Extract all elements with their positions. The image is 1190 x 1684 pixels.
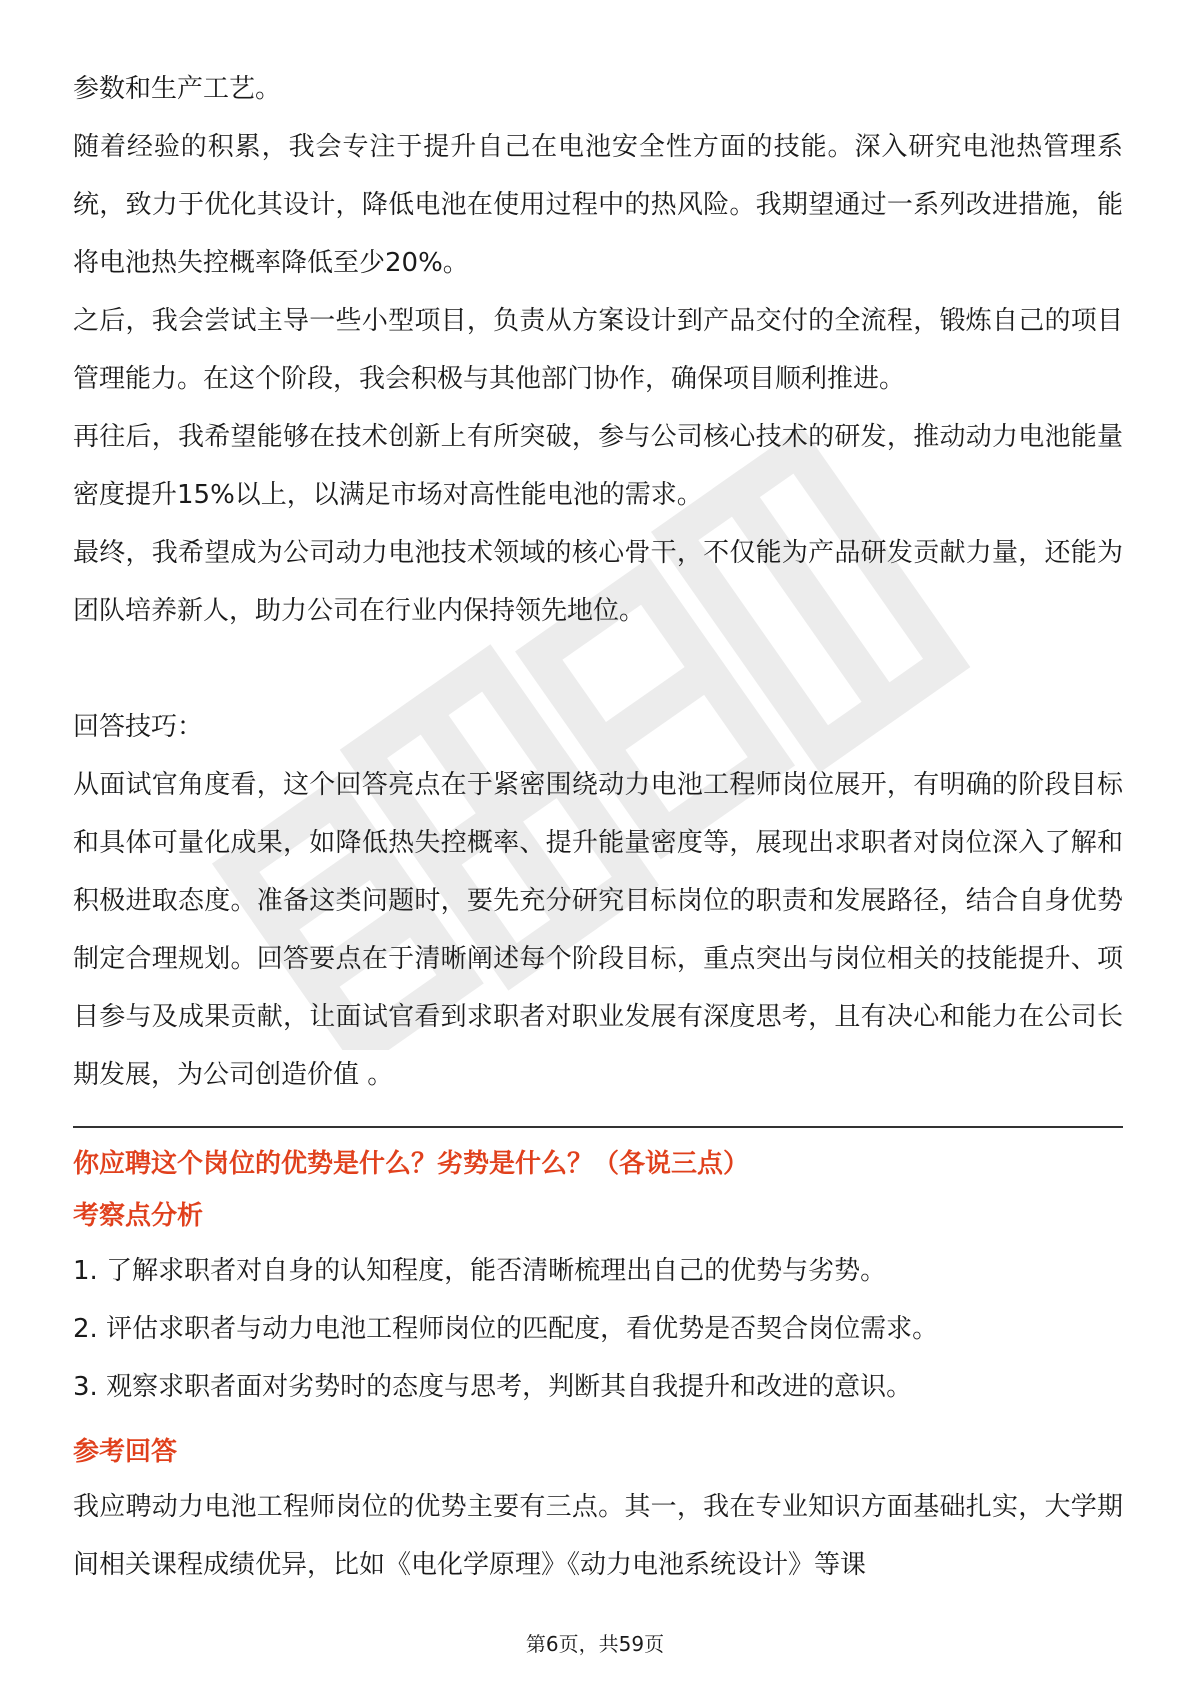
body-paragraph: 再往后，我希望能够在技术创新上有所突破，参与公司核心技术的研发，推动动力电池能量密度提升15%以上，以满足市场对高性能电池的需求。 — [73, 422, 1123, 510]
tips-text: 从面试官角度看，这个回答亮点在于紧密围绕动力电池工程师岗位展开，有明确的阶段目标和具体可量化成果，如降低热失控概率、提升能量密度等，展现出求职者对岗位深入了解和积极进取态度。准备这类问题时，要先充分研究目标岗位的职责和发展路径，结合自身优势制定合理规划。回答要点在于清晰阐述每个阶段目标，重点突出与岗位相关的技能提升、项目参与及成果贡献，让面试官看到求职者对职业发展有深度思考，且有决心和能力在公司长期发展，为公司创造价值 。 — [73, 770, 1123, 1090]
analysis-heading: 考察点分析 — [73, 1201, 204, 1231]
tips-label: 回答技巧： — [73, 712, 204, 742]
paragraph-gap — [73, 640, 1123, 698]
answer-text: 我应聘动力电池工程师岗位的优势主要有三点。其一，我在专业知识方面基础扎实，大学期间相关课程成绩优异，比如《电化学原理》《动力电池系统设计》等课 — [73, 1492, 1123, 1580]
body-paragraph: 最终，我希望成为公司动力电池技术领域的核心骨干，不仅能为产品研发贡献力量，还能为团队培养新人，助力公司在行业内保持领先地位。 — [73, 538, 1123, 626]
analysis-item: 1. 了解求职者对自身的认知程度，能否清晰梳理出自己的优势与劣势。 — [73, 1256, 887, 1286]
answer-heading: 参考回答 — [73, 1437, 178, 1467]
analysis-item: 2. 评估求职者与动力电池工程师岗位的匹配度，看优势是否契合岗位需求。 — [73, 1314, 939, 1344]
body-paragraph: 之后，我会尝试主导一些小型项目，负责从方案设计到产品交付的全流程，锻炼自己的项目管理能力。在这个阶段，我会积极与其他部门协作，确保项目顺利推进。 — [73, 306, 1123, 394]
page-content — [73, 60, 1123, 1594]
page-number: 第6页，共59页 — [525, 1632, 665, 1656]
question-title: 你应聘这个岗位的优势是什么？劣势是什么？（各说三点） — [73, 1149, 750, 1179]
body-paragraph: 参数和生产工艺。 — [73, 74, 282, 104]
analysis-item: 3. 观察求职者面对劣势时的态度与思考，判断其自我提升和改进的意识。 — [73, 1372, 913, 1402]
spacer — [73, 1416, 1123, 1426]
body-paragraph: 随着经验的积累，我会专注于提升自己在电池安全性方面的技能。深入研究电池热管理系统，致力于优化其设计，降低电池在使用过程中的热风险。我期望通过一系列改进措施，能将电池热失控概率降低至少20%。 — [73, 132, 1123, 278]
section-divider — [73, 1126, 1123, 1128]
